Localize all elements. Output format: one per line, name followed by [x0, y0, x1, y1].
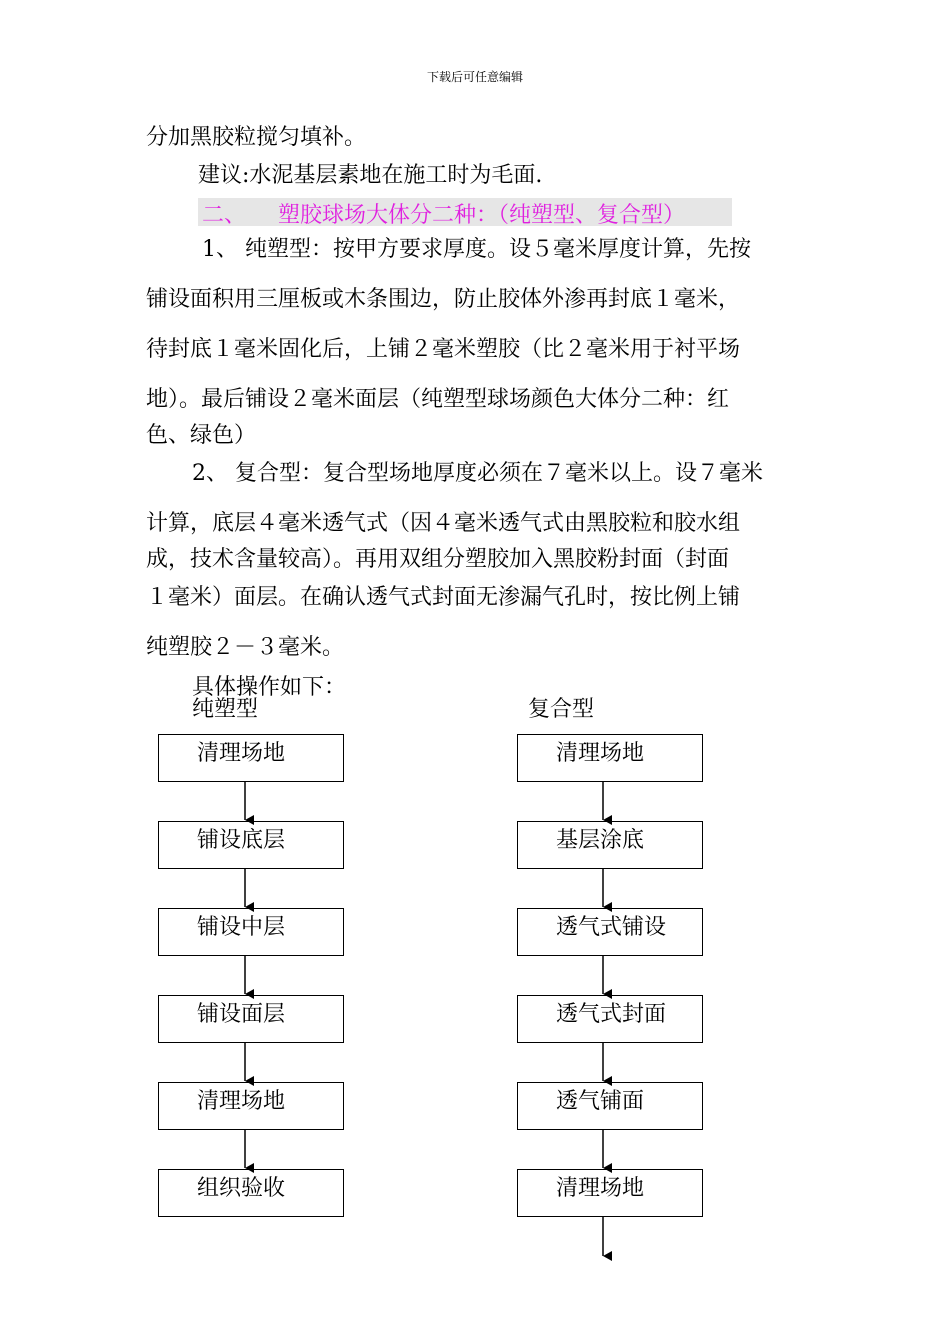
flow-right-step: 基层涂底 [517, 821, 703, 869]
paragraph-line: 地）。最后铺设２毫米面层（纯塑型球场颜色大体分二种：红 [146, 387, 730, 412]
flow-left-step: 铺设面层 [158, 995, 344, 1043]
paragraph-line: 铺设面积用三厘板或木条围边，防止胶体外渗再封底１毫米， [146, 287, 741, 312]
paragraph-line: 1、 纯塑型：按甲方要求厚度。设５毫米厚度计算，先按 [202, 237, 751, 262]
flow-left-step: 铺设底层 [158, 821, 344, 869]
paragraph-line: 具体操作如下： [192, 675, 347, 700]
section-number: 二、 [202, 203, 247, 228]
flow-left-step: 清理场地 [158, 734, 344, 782]
page-header: 下载后可任意编辑 [426, 70, 523, 84]
flow-right-step: 清理场地 [517, 1169, 703, 1217]
paragraph-line: 待封底１毫米固化后，上铺２毫米塑胶（比２毫米用于衬平场 [146, 337, 741, 362]
flow-right-step: 清理场地 [517, 734, 703, 782]
paragraph-line: 色、绿色） [146, 423, 257, 448]
paragraph-line: 计算，底层４毫米透气式（因４毫米透气式由黑胶粒和胶水组 [146, 511, 741, 536]
paragraph-line: 纯塑胶２－３毫米。 [146, 635, 345, 660]
section-heading: 塑胶球场大体分二种：（纯塑型、复合型） [278, 203, 686, 228]
flow-right-step: 透气式封面 [517, 995, 703, 1043]
paragraph-line: 分加黑胶粒搅匀填补。 [146, 125, 367, 150]
flow-left-step: 清理场地 [158, 1082, 344, 1130]
paragraph-line: 建议:水泥基层素地在施工时为毛面. [198, 163, 543, 188]
flow-right-title: 复合型 [528, 697, 595, 722]
flow-left-step: 组织验收 [158, 1169, 344, 1217]
paragraph-line: 2、 复合型：复合型场地厚度必须在７毫米以上。设７毫米 [192, 461, 763, 486]
flow-right-step: 透气式铺设 [517, 908, 703, 956]
paragraph-line: 成，技术含量较高）。再用双组分塑胶加入黑胶粉封面（封面 [146, 547, 730, 572]
flow-left-step: 铺设中层 [158, 908, 344, 956]
flow-right-step: 透气铺面 [517, 1082, 703, 1130]
flow-left-title: 纯塑型 [192, 697, 259, 722]
paragraph-line: １毫米）面层。在确认透气式封面无渗漏气孔时，按比例上铺 [146, 585, 741, 610]
